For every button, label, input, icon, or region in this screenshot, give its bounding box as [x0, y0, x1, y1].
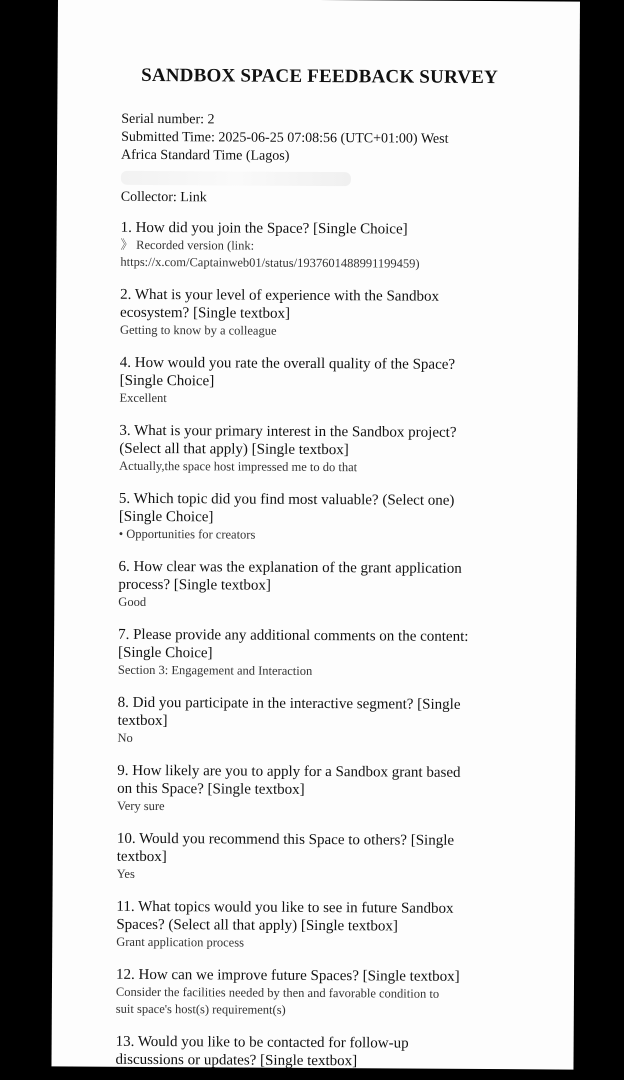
question-text-cont: Spaces? (Select all that apply) [Single textbox]: [116, 916, 398, 935]
question-item: [118, 626, 566, 682]
survey-page: [51, 0, 580, 1070]
question-item: [116, 898, 564, 954]
question-text-cont: ecosystem? [Single textbox]: [120, 304, 291, 322]
question-text-cont: textbox]: [117, 712, 168, 730]
page-title: SANDBOX SPACE FEEDBACK SURVEY: [141, 64, 499, 89]
question-item: [116, 966, 564, 1021]
question-text-cont: discussions or updates? [Single textbox]: [115, 1051, 358, 1070]
question-text: 1. How did you join the Space? [Single Choice]: [120, 219, 408, 238]
question-item: [117, 694, 565, 750]
submitted-time-line1: Submitted Time: 2025-06-25 07:08:56 (UTC+01:00) West: [121, 129, 449, 147]
question-text-cont: process? [Single textbox]: [118, 576, 271, 594]
question-item: [117, 762, 565, 818]
answer-text-cont: suit space's host(s) requirement(s): [115, 1001, 286, 1017]
question-item: [120, 219, 568, 274]
question-text: 13. Would you like to be contacted for follow-up: [115, 1033, 409, 1052]
question-text-cont: [Single Choice]: [119, 372, 215, 390]
answer-text: 》 Recorded version (link:: [120, 237, 255, 253]
answer-text: Very sure: [117, 798, 165, 814]
answer-text: Consider the facilities needed by then and favorable condition to: [115, 984, 440, 1001]
question-item: [118, 558, 566, 614]
answer-text: Good: [118, 594, 147, 609]
answer-text: Getting to know by a colleague: [119, 322, 277, 338]
question-text: 2. What is your level of experience with the Sandbox: [120, 286, 440, 305]
question-text: 12. How can we improve future Spaces? [Single textbox]: [115, 966, 460, 985]
answer-text: No: [117, 730, 133, 745]
question-text: 10. Would you recommend this Space to others? [Single: [116, 830, 455, 849]
question-item: [120, 354, 568, 410]
redacted-line: [121, 171, 351, 186]
answer-text: Excellent: [119, 390, 167, 406]
question-text-cont: [Single Choice]: [118, 508, 214, 526]
question-text-cont: textbox]: [116, 848, 167, 866]
question-text: 11. What topics would you like to see in future Sandbox: [116, 898, 454, 917]
question-item: [115, 1033, 563, 1072]
serial-number: Serial number: 2: [121, 111, 215, 128]
question-text: 9. How likely are you to apply for a Sandbox grant based: [117, 762, 461, 781]
question-text-cont: (Select all that apply) [Single textbox]: [119, 440, 349, 459]
answer-text: Grant application process: [116, 934, 245, 950]
question-text: 8. Did you participate in the interactive segment? [Single: [117, 694, 461, 713]
answer-text: Actually,the space host impressed me to do that: [119, 458, 358, 475]
question-item: [119, 490, 567, 546]
question-text: 6. How clear was the explanation of the grant application: [118, 558, 462, 577]
answer-text: Yes: [116, 866, 135, 881]
answer-text: Section 3: Engagement and Interaction: [117, 662, 313, 678]
question-item: [119, 422, 567, 478]
question-text-cont: [Single Choice]: [117, 644, 213, 662]
question-text: 5. Which topic did you find most valuable? (Select one): [118, 490, 455, 509]
submitted-time-line2: Africa Standard Time (Lagos): [121, 147, 290, 164]
question-item: [120, 286, 568, 342]
question-text: 3. What is your primary interest in the Sandbox project?: [119, 422, 457, 441]
question-text: 4. How would you rate the overall quality of the Space?: [119, 354, 456, 373]
submission-meta: [121, 111, 569, 168]
collector: Collector: Link: [120, 189, 207, 206]
question-item: [117, 830, 565, 886]
question-text-cont: on this Space? [Single textbox]: [117, 780, 305, 798]
answer-text: • Opportunities for creators: [118, 526, 256, 542]
question-text: 7. Please provide any additional comments on the content:: [118, 626, 469, 645]
answer-link: https://x.com/Captainweb01/status/1937601488991199459): [120, 254, 420, 271]
